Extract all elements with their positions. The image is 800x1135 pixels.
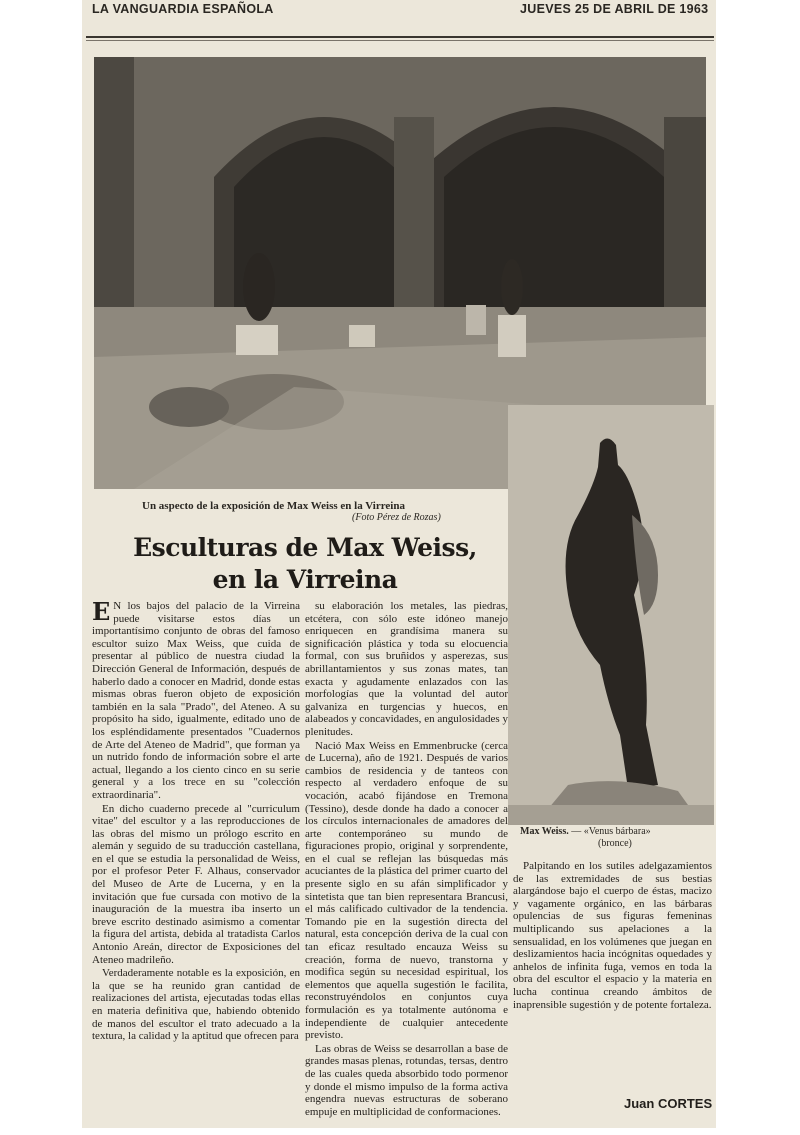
masthead-rule bbox=[86, 36, 714, 38]
paragraph: En dicho cuaderno precede al "curriculum vitae" del escultor y a las reproducciones de las obras del mismo un prólogo escrito en alemán y seguido de su traducción castellana, en el que se estudia la personalidad de Weiss, por el profesor Peter F. Alhaus, conservador del Museo de Arte de Lucerna, y en la invitación que fue cursada con motivo de la inauguración de la muestra iba inserto un breve escrito destinado asimismo a comentar la figura del artista, debida al tratadista Carlos Antonio Areán, director de Exposiciones del Ateneo madrileño. bbox=[92, 802, 300, 966]
paragraph-text: N los bajos del palacio de la Virreina puede visitarse estos días un importantísimo conjunto de obras del famoso escultor suizo Max Weiss, que cuida de presentar al público de nuestra ciudad la Dirección General de Información, después de haberlo dado a conocer en Madrid, donde estas mismas obras fueron objeto de exposición también en la sala "Prado", del Ateneo. A su propósito ha sido, igualmente, editado uno de los espléndidamente presentados "Cuadernos de Arte del Ateneo de Madrid", que forman ya un nutrido fondo de información sobre el arte actual, llegando a los ciento cinco en su serie general y a los trece en su "colección extraordinaria". bbox=[92, 600, 300, 801]
venus-caption-title: — «Venus bárbara» bbox=[568, 826, 651, 837]
article-column-2 bbox=[305, 600, 508, 1118]
paragraph: Palpitando en los sutiles adelgazamientos de las extremidades de sus bestias alargándose bajo el cuerpo de éstas, macizo y vagamente orgánico, en las bárbaras opulencias de sus figuras femeninas multiplicando sus apelaciones a la sensualidad, en los volúmenes que juegan en deslizamientos hacia incógnitas oquedades y anhelos de infinita fuga, vemos en toda la obra del escultor el espacio y la materia en lucha continua creando ámbitos de inaprensible sugestión y de potente fortaleza. bbox=[513, 860, 712, 1011]
article-column-3 bbox=[513, 860, 712, 1011]
photo-credit: (Foto Pérez de Rozas) bbox=[352, 512, 441, 523]
masthead-rule-thin bbox=[86, 40, 714, 41]
paragraph: Nació Max Weiss en Emmenbrucke (cerca de Lucerna), año de 1921. Después de varios cambios de residencia y de tanteos con respecto al verdadero enfoque de su vocación, acabó fijándose en Tremona (Tessino), desde donde ha dado a conocer a los círculos internacionales de amadores del arte contemporáneo su mundo de figuraciones propio, original y sorprendente, en el cual se reflejan las búsquedas más acuciantes de la plástica del primer cuarto del presente siglo en su afán simplificador y sintetista que tan bien representara Brancusi, el más calificado cultivador de la tendencia. Tomando pie en la sugestión directa del natural, esta concepción deriva de la cual con tan eficaz resultado encauza Weiss su creación, forma de nuevo, transtorna y modifica según su necesidad espiritual, los elementos que aquella sugestión le facilita, reconstruyéndolos en conjuntos cuya formulación es ya totalmente autónoma e independiente de cualquier antecedente previsto. bbox=[305, 739, 508, 1042]
headline-line-2: en la Virreina bbox=[212, 565, 398, 594]
venus-barbara-photo bbox=[508, 405, 714, 825]
venus-caption bbox=[520, 826, 651, 837]
paragraph: Verdaderamente notable es la exposición, en la que se ha reunido gran cantidad de realizaciones del artista, ejecutadas todas ellas en materia definitiva que, habiendo obtenido de manos del escultor el trato adecuado a la textura, la calidad y la aptitud que ofrecen para bbox=[92, 967, 300, 1043]
paragraph bbox=[92, 597, 300, 802]
venus-caption-artist: Max Weiss. bbox=[520, 826, 569, 837]
headline-line-1: Esculturas de Max Weiss, bbox=[133, 533, 477, 562]
issue-date: JUEVES 25 DE ABRIL DE 1963 bbox=[520, 2, 709, 16]
author-byline: Juan CORTES bbox=[624, 1096, 713, 1111]
newspaper-name: LA VANGUARDIA ESPAÑOLA bbox=[92, 2, 274, 16]
article-headline bbox=[100, 532, 510, 596]
paragraph: su elaboración los metales, las piedras, etcétera, con sólo este idóneo manejo enriquecen en grandísima manera su significación plástica y toda su elocuencia formal, con sus bruñidos y asperezas, sus abrillantamientos y sus zonas mates, tan exacta y agudamente enlazados con las morfologías que la voluntad del autor galvaniza en turgencias y huecos, en alabeados y concavidades, en angulosidades y plenitudes. bbox=[305, 600, 508, 738]
article-column-1 bbox=[92, 597, 300, 1043]
main-photo-caption: Un aspecto de la exposición de Max Weiss en la Virreina bbox=[142, 500, 405, 512]
drop-cap: E bbox=[92, 597, 111, 626]
venus-caption-material: (bronce) bbox=[598, 838, 632, 849]
paragraph: Las obras de Weiss se desarrollan a base de grandes masas plenas, rotundas, tersas, dentro de las cuales queda absorbido todo pormenor y donde el mismo impulso de la forma activa engendra nuevas estructuras de soberano empuje en multiplicidad de conformaciones. bbox=[305, 1042, 508, 1118]
